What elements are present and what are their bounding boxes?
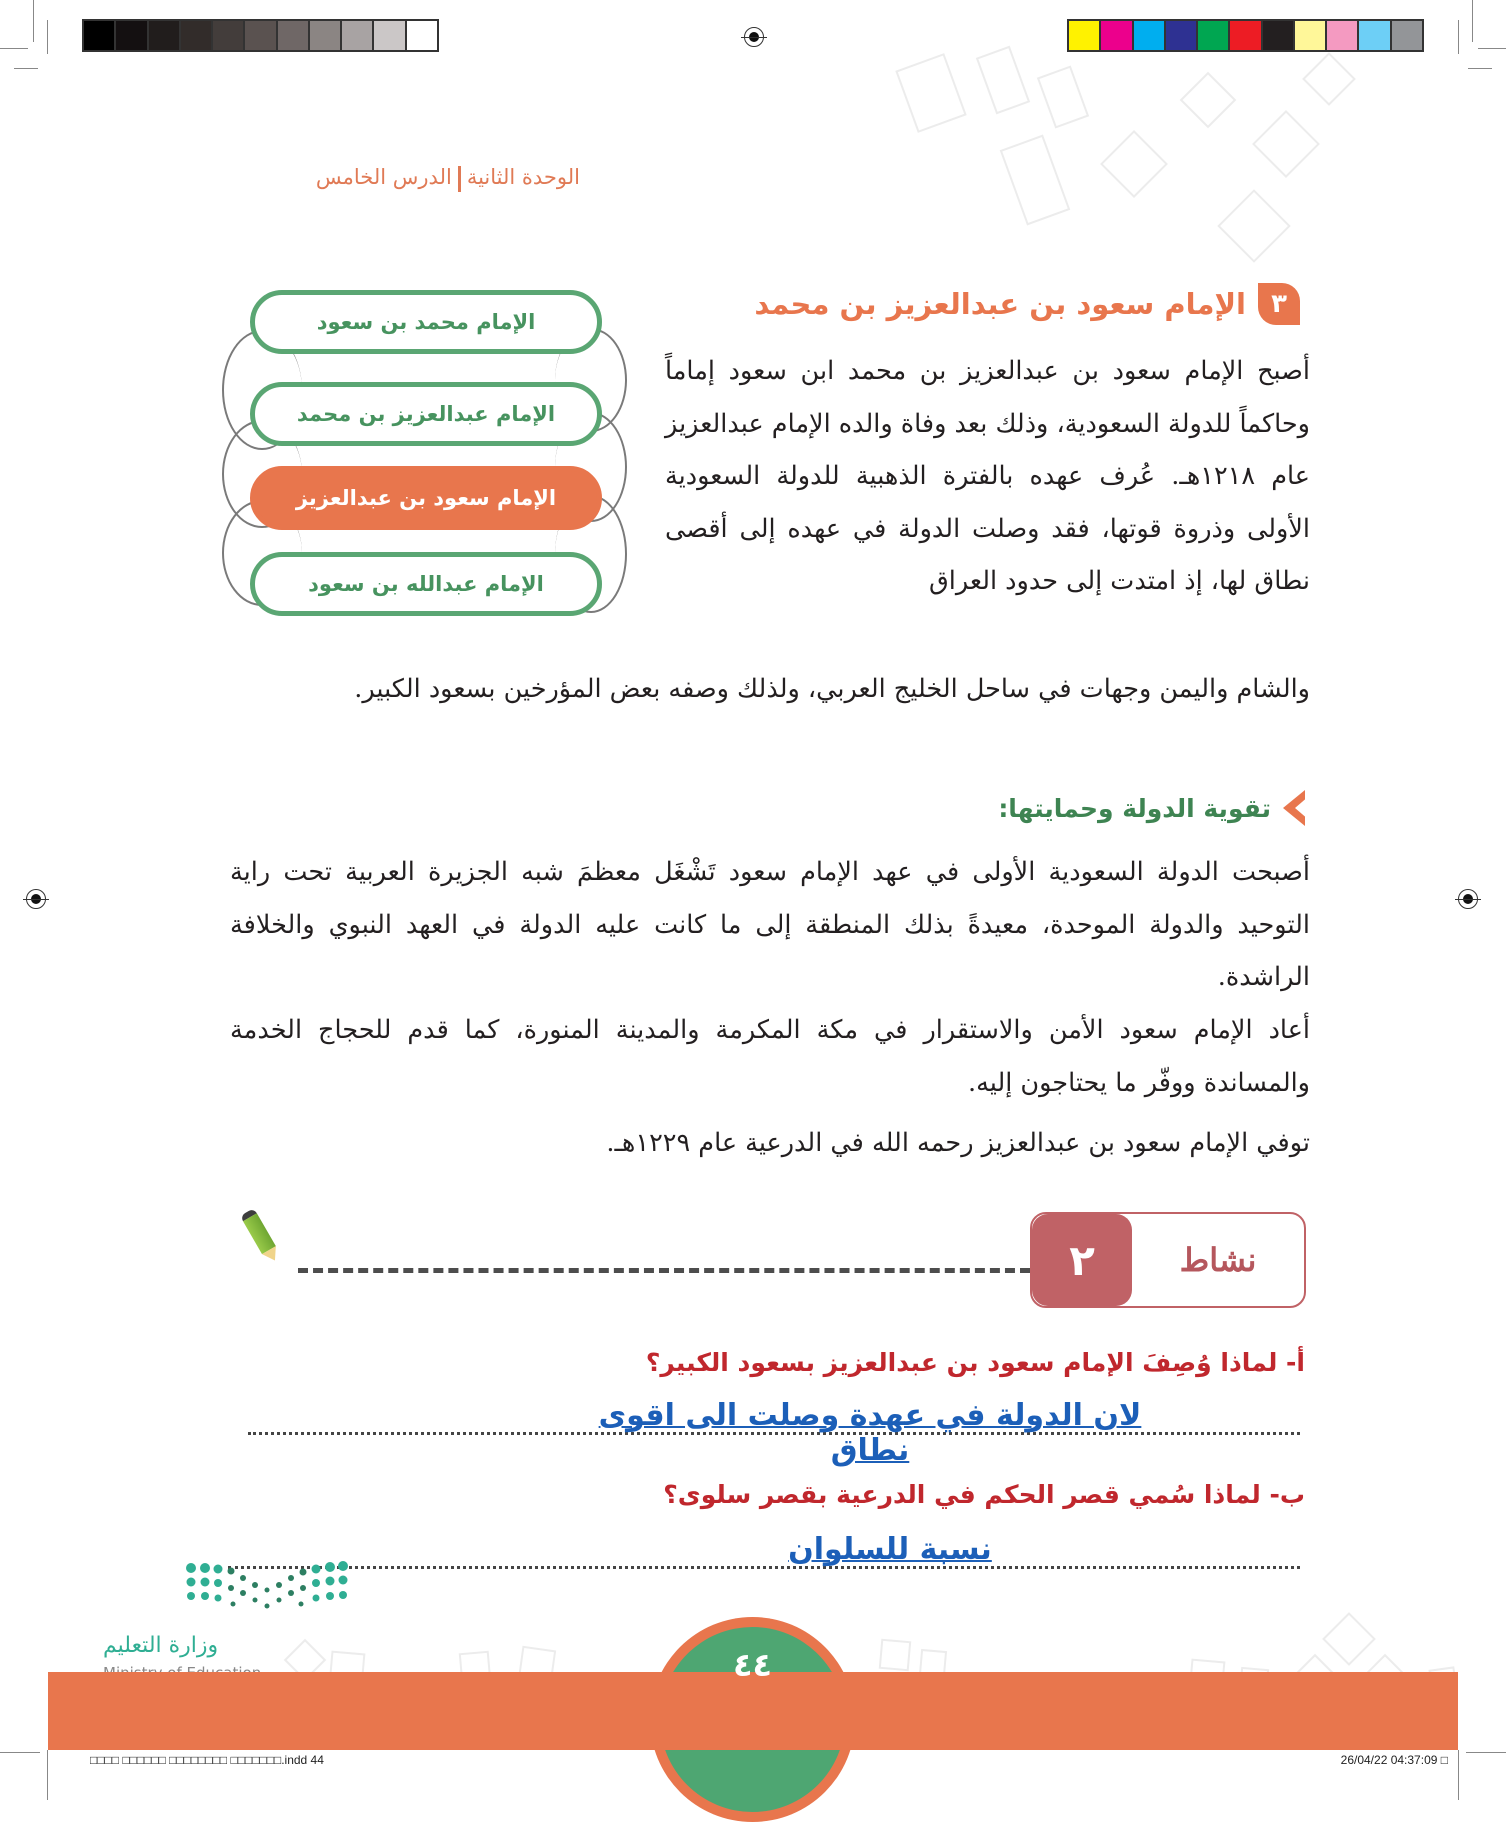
decorative-diamond: [1217, 189, 1291, 263]
crop-mark: [1466, 1752, 1506, 1753]
page-number: ٤٤: [732, 1646, 773, 1684]
swatch: [181, 21, 213, 50]
crop-mark: [14, 68, 38, 69]
swatch: [1295, 21, 1327, 50]
subheading: [800, 790, 1305, 826]
swatch: [374, 21, 406, 50]
swatch: [1230, 21, 1262, 50]
swatch: [1134, 21, 1166, 50]
crop-mark: [0, 1752, 40, 1753]
swatch: [1069, 21, 1101, 50]
answer-a[interactable]: لان الدولة في عهدة وصلت الى اقوى نطاق: [598, 1398, 1142, 1468]
decorative-diamond: [1100, 130, 1168, 198]
swatch: [245, 21, 277, 50]
swatch: [1198, 21, 1230, 50]
swatch: [84, 21, 116, 50]
imam-node: الإمام عبدالعزيز بن محمد: [250, 382, 602, 446]
body-paragraph: أعاد الإمام سعود الأمن والاستقرار في مكة المكرمة والمدينة المنورة، كما قدم للحجاج الخدمة والمساندة ووفّر ما يحتاجون إليه.: [230, 1015, 1310, 1098]
swatch: [278, 21, 310, 50]
imam-node: الإمام محمد بن سعود: [250, 290, 602, 354]
subheading-title: تقوية الدولة وحمايتها:: [998, 793, 1271, 823]
section-title: الإمام سعود بن عبدالعزيز بن محمد: [754, 287, 1246, 321]
decorative-diamond: [1180, 72, 1237, 129]
crop-mark: [47, 1750, 48, 1800]
unit-label: الوحدة الثانية: [466, 165, 580, 189]
swatch: [1101, 21, 1133, 50]
crop-mark: [1472, 0, 1473, 42]
header-divider: [458, 166, 461, 192]
swatch: [310, 21, 342, 50]
answer-b[interactable]: نسبة للسلوان: [788, 1532, 992, 1567]
swatch: [1166, 21, 1198, 50]
ministry-name-arabic: وزارة التعليم: [103, 1633, 219, 1658]
slug-filename: □□□□ □□□□□□ □□□□□□□□ □□□□□□□.indd 44: [90, 1753, 324, 1767]
crop-mark: [33, 0, 34, 42]
swatch: [116, 21, 148, 50]
crop-mark: [1458, 1750, 1459, 1800]
swatch: [407, 21, 437, 50]
decorative-diamond: [1302, 52, 1356, 106]
section-number-badge: ٣: [1258, 283, 1300, 325]
registration-mark-icon: [1458, 889, 1478, 909]
crop-mark: [1478, 48, 1506, 49]
swatch: [1359, 21, 1391, 50]
swatch: [1327, 21, 1359, 50]
swatch: [149, 21, 181, 50]
activity-label: نشاط: [1179, 1241, 1257, 1279]
intro-paragraph-narrow: أصبح الإمام سعود بن عبدالعزيز بن محمد ابن سعود إماماً وحاكماً للدولة السعودية، وذلك بعد وفاة والده الإمام عبدالعزيز عام ١٢١٨هـ. عُرف عهده بالفترة الذهبية للدولة السعودية الأولى وذروة قوتها، فقد وصلت الدولة في عهده إلى أقصى نطاق لها، إذ امتدت إلى حدود العراق: [665, 356, 1310, 596]
crop-mark: [1458, 20, 1459, 54]
crop-mark: [1468, 68, 1492, 69]
decorative-diamond: [879, 1639, 912, 1672]
decorative-diamond: [976, 46, 1030, 115]
chevron-icon: [1279, 790, 1305, 826]
intro-paragraph-wide: والشام واليمن وجهات في ساحل الخليج العربي، ولذلك وصفه بعض المؤرخين بسعود الكبير.: [354, 674, 1310, 704]
cmyk-colorbar: [1067, 19, 1424, 52]
decorative-diamond: [1037, 65, 1089, 128]
decorative-diamond: [1000, 135, 1071, 226]
registration-mark-icon: [744, 27, 764, 47]
ministry-logo-icon: [183, 1560, 353, 1620]
grayscale-colorbar: [82, 19, 439, 52]
lesson-label: الدرس الخامس: [315, 165, 452, 189]
body-paragraph: أصبحت الدولة السعودية الأولى في عهد الإمام سعود تَشْغَل معظمَ شبه الجزيرة العربية تحت راية التوحيد والدولة الموحدة، معيدةً بذلك المنطقة إلى ما كانت عليه الدولة في العهد النبوي والخلافة الراشدة.: [230, 857, 1310, 992]
pencil-icon: [240, 1208, 282, 1264]
activity-dashed-line: [298, 1268, 1030, 1273]
section-heading: [600, 283, 1300, 325]
decorative-diamond: [1322, 1612, 1376, 1666]
activity-badge: [1030, 1212, 1306, 1308]
crop-mark: [0, 48, 28, 49]
imam-node-current: الإمام سعود بن عبدالعزيز: [250, 466, 602, 530]
question-a: أ- لماذا وُصِفَ الإمام سعود بن عبدالعزيز بسعود الكبير؟: [645, 1348, 1305, 1377]
swatch: [1263, 21, 1295, 50]
registration-mark-icon: [26, 889, 46, 909]
decorative-diamond: [895, 53, 966, 133]
swatch: [213, 21, 245, 50]
running-header: [240, 165, 580, 192]
imam-node: الإمام عبدالله بن سعود: [250, 552, 602, 616]
activity-number: ٢: [1032, 1214, 1132, 1306]
swatch: [1392, 21, 1422, 50]
swatch: [342, 21, 374, 50]
decorative-diamond: [1252, 110, 1320, 178]
crop-mark: [47, 20, 48, 54]
body-paragraph: توفي الإمام سعود بن عبدالعزيز رحمه الله في الدرعية عام ١٢٢٩هـ.: [606, 1128, 1310, 1158]
question-b: ب- لماذا سُمي قصر الحكم في الدرعية بقصر سلوى؟: [663, 1480, 1305, 1509]
slug-timestamp: 26/04/22 04:37:09 □: [1340, 1753, 1448, 1767]
